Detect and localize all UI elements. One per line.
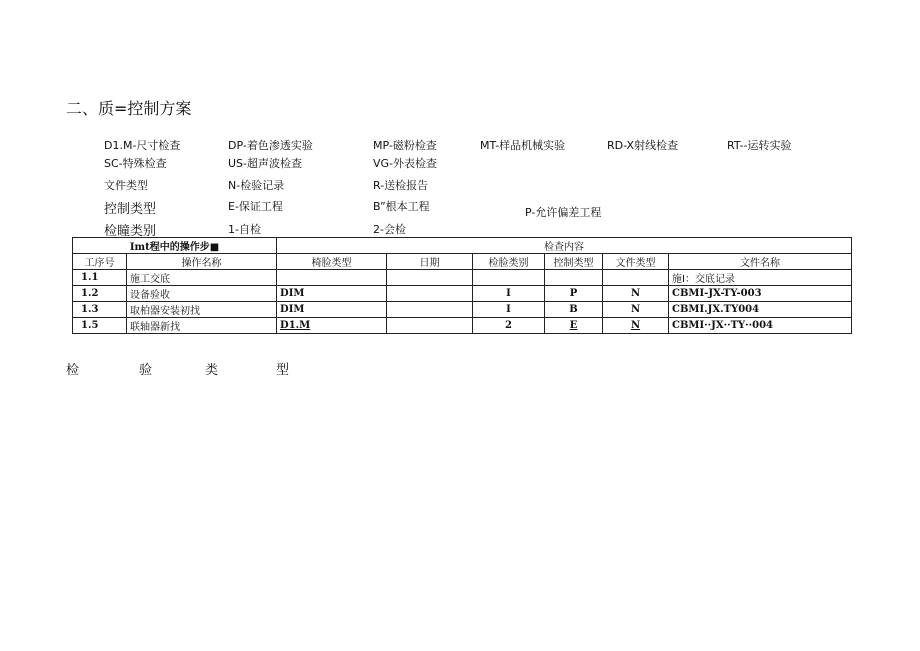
col-header-file-name: 文件名称 xyxy=(669,254,852,270)
cell-operation-name: 取柏器安装初找 xyxy=(127,302,277,318)
cell-operation-name: 联轴器新找 xyxy=(127,318,277,334)
cell-date xyxy=(387,286,473,302)
legend-dim: D1.M-尺寸检查 xyxy=(104,139,181,152)
table-row xyxy=(73,318,852,334)
cell-control-type xyxy=(545,270,603,286)
legend-dp: DP-着色渗透实验 xyxy=(228,139,313,152)
cell-control-type: B xyxy=(545,302,603,318)
table-row xyxy=(73,286,852,302)
legend-joint-check: 2-会检 xyxy=(373,223,406,236)
legend-check-category-heading: 检瞳类别 xyxy=(104,224,157,239)
legend-mp: MP-磁粉检查 xyxy=(373,139,437,152)
cell-check-type: DIM xyxy=(277,302,387,318)
footer-char-3: 类 xyxy=(205,363,219,378)
col-header-step-no: 工序号 xyxy=(73,254,127,270)
table-row xyxy=(73,270,852,286)
cell-check-type xyxy=(277,270,387,286)
cell-file-type: N xyxy=(603,302,669,318)
col-header-check-type: 椅脸类型 xyxy=(277,254,387,270)
legend-p: P-允许偏差工程 xyxy=(525,206,602,219)
table-header-check-content: 检查内容 xyxy=(277,238,852,254)
cell-step-no: 1.3 xyxy=(73,302,127,318)
quality-control-table xyxy=(72,237,852,334)
col-header-file-type: 文件类型 xyxy=(603,254,669,270)
cell-operation-name: 施工交底 xyxy=(127,270,277,286)
legend-mt: MT-样品机械实验 xyxy=(480,139,566,152)
col-header-date: 日期 xyxy=(387,254,473,270)
footer-char-4: 型 xyxy=(276,363,290,378)
cell-step-no: 1.5 xyxy=(73,318,127,334)
page-title: 二、质=控制方案 xyxy=(66,99,192,118)
legend-us: US-超声波检查 xyxy=(228,157,303,170)
col-header-check-category: 检脸类别 xyxy=(473,254,545,270)
cell-file-name: CBMI-JX-TY-003 xyxy=(669,286,852,302)
legend-e: E-保证工程 xyxy=(228,200,283,213)
cell-check-type: DIM xyxy=(277,286,387,302)
cell-date xyxy=(387,318,473,334)
cell-file-name: CBMI··JX··TY··004 xyxy=(669,318,852,334)
cell-date xyxy=(387,302,473,318)
col-header-control-type: 控制类型 xyxy=(545,254,603,270)
legend-control-type-heading: 控制类型 xyxy=(104,202,157,217)
cell-control-type: P xyxy=(545,286,603,302)
cell-check-type: D1.M xyxy=(277,318,387,334)
legend-n: N-检验记录 xyxy=(228,179,285,192)
cell-date xyxy=(387,270,473,286)
table-header-operation-steps: Imt程中的操作步■ xyxy=(73,238,277,254)
col-header-operation-name: 操作名称 xyxy=(127,254,277,270)
legend-file-type-heading: 文件类型 xyxy=(104,179,148,192)
legend-self-check: 1-自检 xyxy=(228,223,261,236)
cell-check-category: I xyxy=(473,302,545,318)
legend-rd: RD-X射线检查 xyxy=(607,139,679,152)
cell-check-category: 2 xyxy=(473,318,545,334)
footer-char-2: 验 xyxy=(139,363,153,378)
legend-b: B”根本工程 xyxy=(373,200,430,213)
cell-file-type: N xyxy=(603,318,669,334)
cell-check-category xyxy=(473,270,545,286)
cell-file-name: 施I：交底记录 xyxy=(669,270,852,286)
legend-sc: SC-特殊检查 xyxy=(104,157,167,170)
footer-char-1: 检 xyxy=(66,363,80,378)
cell-operation-name: 设备验收 xyxy=(127,286,277,302)
cell-file-type xyxy=(603,270,669,286)
cell-step-no: 1.2 xyxy=(73,286,127,302)
legend-rt: RT--运转实验 xyxy=(727,139,792,152)
legend-vg: VG-外表检查 xyxy=(373,157,438,170)
cell-control-type: E xyxy=(545,318,603,334)
cell-file-name: CBMI.JX.TY004 xyxy=(669,302,852,318)
table-row xyxy=(73,302,852,318)
legend-r: R-送检报告 xyxy=(373,179,429,192)
cell-check-category: I xyxy=(473,286,545,302)
cell-file-type: N xyxy=(603,286,669,302)
cell-step-no: 1.1 xyxy=(73,270,127,286)
